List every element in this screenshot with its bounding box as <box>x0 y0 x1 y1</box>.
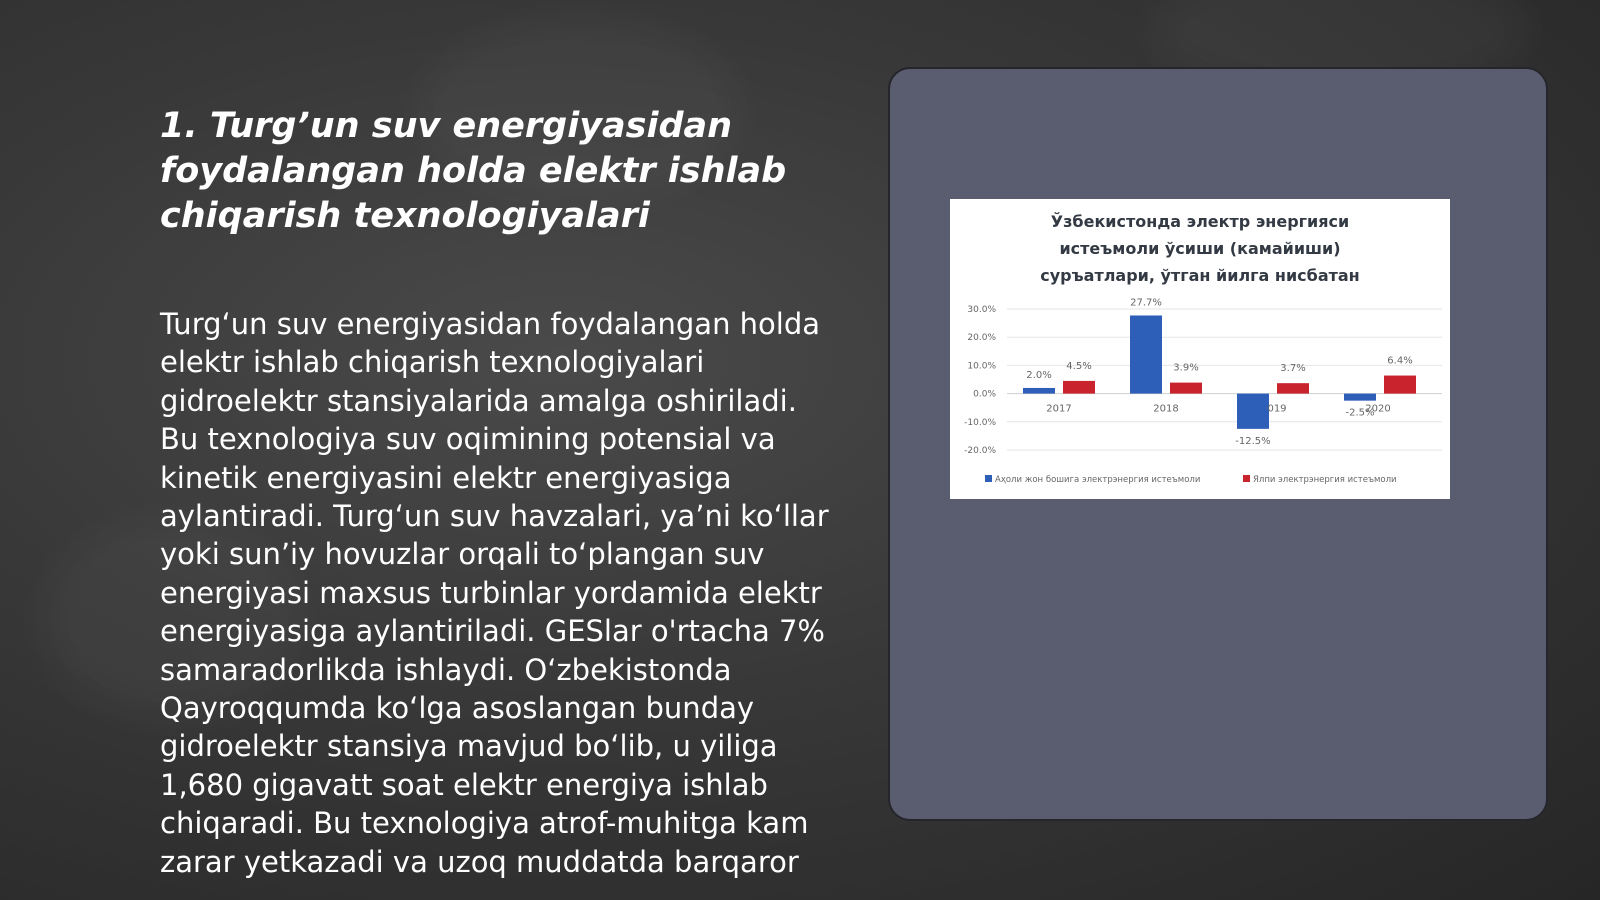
slide-body-text: Turg‘un suv energiyasidan foydalangan holda elektr ishlab chiqarish texnologiyalari gidroelektr stansiyalarida amalga oshiriladi. Bu texnologiya suv oqimining potensial va kinetik energiyasini elektr energiyasiga aylantiradi. Turg‘un suv havzalari, ya’ni ko‘llar yoki sun’iy hovuzlar orqali to‘plangan suv energiyasi maxsus turbinlar yordamida elektr energiyasiga aylantiriladi. GESlar o'rtacha 7% samaradorlikda ishlaydi. O‘zbekistonda Qayroqqumda ko‘lga asoslangan bunday gidroelektr stansiya mavjud bo‘lib, u yiliga 1,680 gigavatt soat elektr energiya ishlab chiqaradi. Bu texnologiya atrof-muhitga kam zarar yetkazadi va uzoq muddatda barqaror <box>160 307 829 879</box>
chart-bar <box>1063 381 1095 394</box>
chart-y-tick-label: -20.0% <box>964 446 996 456</box>
chart-data-label: 27.7% <box>1130 297 1162 309</box>
chart-y-tick-label: -10.0% <box>964 417 996 428</box>
chart-title-line: Ўзбекистонда электр энергияси <box>1050 212 1350 231</box>
chart-image <box>950 199 1450 499</box>
chart-y-tick-label: 20.0% <box>967 333 996 344</box>
chart-category-label: 2017 <box>1046 403 1072 415</box>
chart-bar <box>1344 394 1376 401</box>
growth-chart <box>950 199 1450 499</box>
chart-category-label: 019 <box>1267 403 1287 415</box>
chart-bar <box>1237 394 1269 429</box>
chart-data-label: 3.9% <box>1173 362 1199 374</box>
chart-y-tick-label: 10.0% <box>967 361 996 372</box>
chart-category-label: 2018 <box>1153 403 1179 415</box>
chart-title-line: истеъмоли ўсиши (камайиши) <box>1059 239 1341 258</box>
chart-bar <box>1277 383 1309 393</box>
slide-title: 1. Turg’un suv energiyasidan foydalangan holda elektr ishlab chiqarish texnologiyalari <box>160 106 787 236</box>
chart-y-tick-label: 0.0% <box>973 389 996 400</box>
chart-data-label: -2.5% <box>1345 407 1375 419</box>
chart-title-line: суръатлари, ўтган йилга нисбатан <box>1040 266 1360 285</box>
chart-bar <box>1170 383 1202 394</box>
chart-data-label: 3.7% <box>1280 363 1306 375</box>
chart-legend-label: Аҳоли жон бошига электрэнергия истеъмоли <box>995 475 1201 485</box>
chart-legend-swatch <box>985 475 992 482</box>
chart-legend-label: Ялпи электрэнергия истеъмоли <box>1253 475 1397 485</box>
chart-bar <box>1384 376 1416 394</box>
chart-category-label: 2020 <box>1365 403 1391 415</box>
chart-y-tick-label: 30.0% <box>967 305 996 315</box>
chart-data-label: 2.0% <box>1026 369 1052 381</box>
chart-data-label: -12.5% <box>1235 435 1271 447</box>
chart-data-label: 4.5% <box>1066 360 1092 372</box>
chart-legend-swatch <box>1243 475 1250 482</box>
chart-bar <box>1023 388 1055 394</box>
chart-bar <box>1130 315 1162 393</box>
chart-data-label: 6.4% <box>1387 355 1413 367</box>
